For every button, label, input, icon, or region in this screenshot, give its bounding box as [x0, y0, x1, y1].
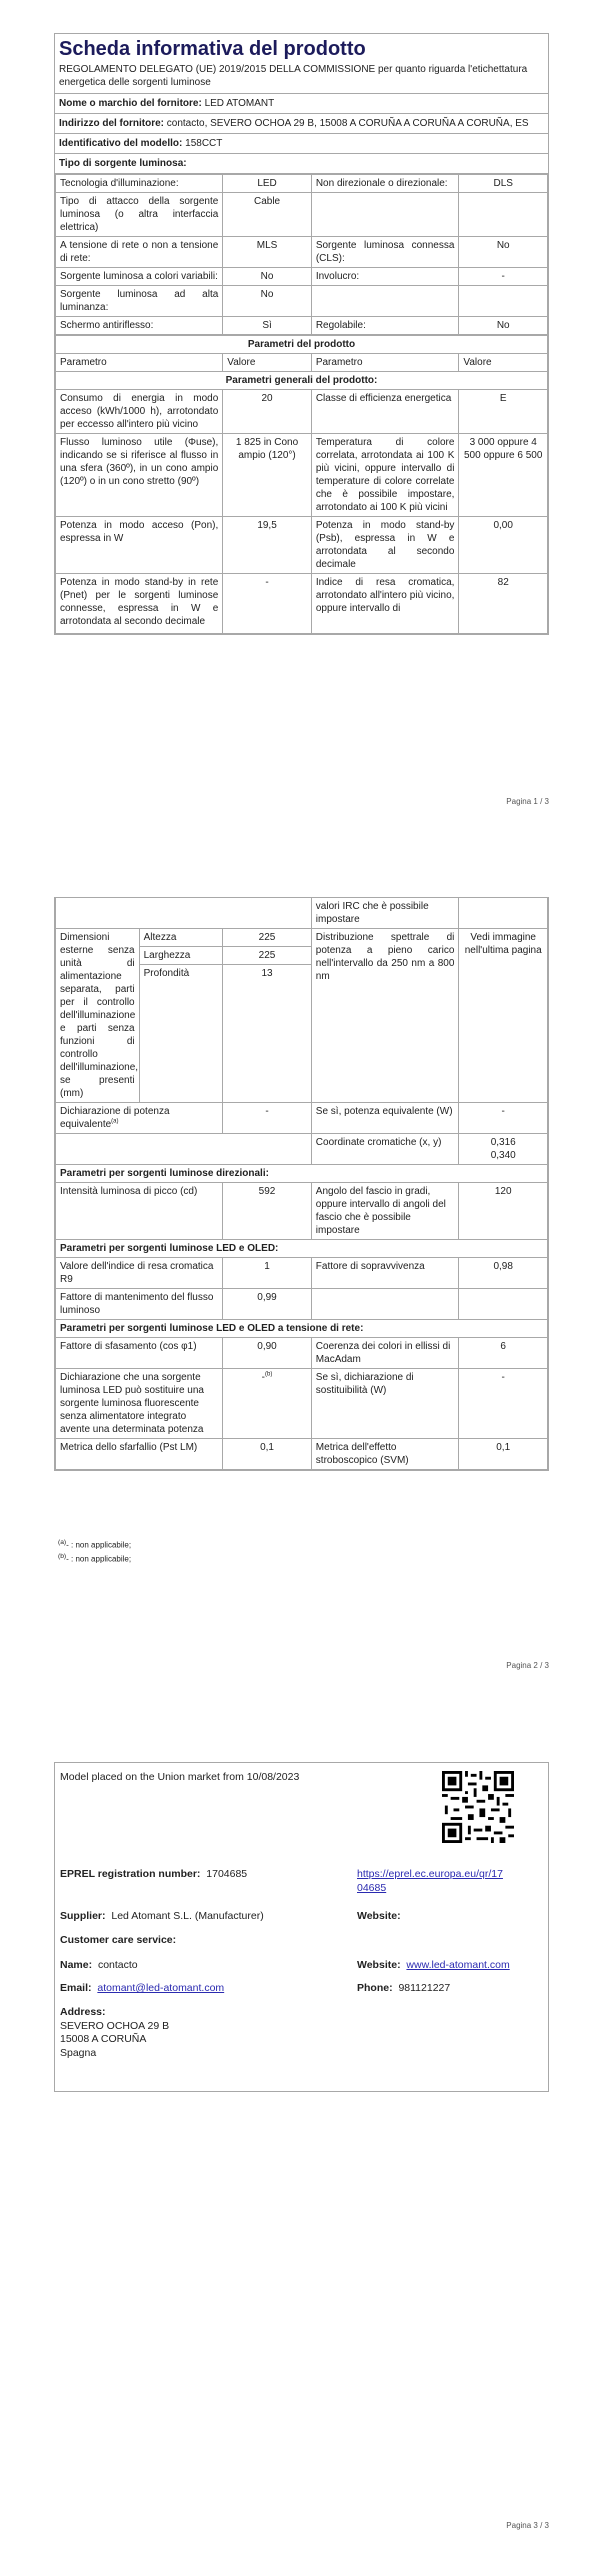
source-type-value: No [459, 317, 548, 335]
source-type-row [56, 317, 548, 335]
equiv-power-value: - [459, 1103, 548, 1134]
general-param-row [56, 390, 548, 434]
source-type-label: Regolabile: [311, 317, 459, 335]
source-type-label: Schermo antiriflesso: [56, 317, 223, 335]
source-type-value [459, 193, 548, 237]
chroma-x: 0,316 [490, 1137, 516, 1148]
general-param-label: Potenza in modo stand-by in rete (Pnet) per le sorgenti luminose connesse, espressa in W e arrotondata al secondo decimale [56, 574, 223, 634]
general-param-label: Classe di efficienza energetica [311, 390, 459, 434]
replacement-claim-label: Dichiarazione che una sorgente luminosa LED può sostituire una sorgente luminosa fluorescente senza alimentatore integrato avente una determinata potenza [56, 1369, 223, 1439]
spectral-label: Distribuzione spettrale di potenza a pieno carico nell'intervallo da 250 nm a 800 nm [311, 929, 459, 1103]
source-type-row [56, 286, 548, 317]
product-sheet-frame [54, 33, 549, 635]
footnotes [58, 1537, 131, 1565]
name-row [60, 1959, 138, 1973]
general-param-value: - [223, 574, 312, 634]
stroboscopic-label: Metrica dell'effetto stroboscopico (SVM) [311, 1439, 459, 1470]
page-title: Scheda informativa del prodotto [59, 38, 366, 60]
model-row [55, 134, 548, 154]
email-link[interactable]: atomant@led-atomant.com [97, 1982, 225, 1994]
col-header-param-2: Parametro [311, 354, 459, 372]
source-type-row [56, 175, 548, 193]
beam-angle-value: 120 [459, 1183, 548, 1240]
phone-value: 981121227 [398, 1982, 451, 1994]
blank-cell [459, 1289, 548, 1320]
spectral-value: Vedi immagine nell'ultima pagina [459, 929, 548, 1103]
led-title: Parametri per sorgenti luminose LED e OLED: [56, 1240, 548, 1258]
general-param-value: 3 000 oppure 4 500 oppure 6 500 [459, 434, 548, 517]
blank-cell [56, 1134, 312, 1165]
directional-title: Parametri per sorgenti luminose direzionali: [56, 1165, 548, 1183]
page-3 [0, 1706, 603, 2559]
source-type-label: Tecnologia d'illuminazione: [56, 175, 223, 193]
source-type-label: Involucro: [311, 268, 459, 286]
model-value: 158CCT [185, 138, 223, 149]
qr-code-icon[interactable] [442, 1771, 514, 1843]
r9-value: 1 [223, 1258, 312, 1289]
replacement-power-value: - [459, 1369, 548, 1439]
address-label: Indirizzo del fornitore: [59, 118, 164, 129]
blank-cell [459, 898, 548, 929]
stroboscopic-value: 0,1 [459, 1439, 548, 1470]
name-value: contacto [97, 1959, 138, 1971]
supplier-value: Led Atomant S.L. (Manufacturer) [111, 1910, 264, 1922]
equiv-power-label: Se sì, potenza equivalente (W) [311, 1103, 459, 1134]
col-header-value-2: Valore [459, 354, 548, 372]
footnote-a-mark: (a) [58, 1539, 67, 1546]
source-type-value: LED [223, 175, 312, 193]
source-type-label: Tipo di attacco della sorgente luminosa (o altra interfaccia elettrica) [56, 193, 223, 237]
address-line: Spagna [60, 2046, 97, 2059]
source-type-label: Sorgente luminosa a colori variabili: [56, 268, 223, 286]
email-row [60, 1982, 224, 1996]
cri-label-continued: valori IRC che è possibile impostare [311, 898, 459, 929]
general-param-value: 19,5 [223, 517, 312, 574]
general-param-label: Potenza in modo acceso (Pon), espressa in W [56, 517, 223, 574]
col-header-value-1: Valore [223, 354, 312, 372]
general-param-label: Potenza in modo stand-by (Psb), espressa in W e arrotondata al secondo decimale [311, 517, 459, 574]
flicker-value: 0,1 [223, 1439, 312, 1470]
source-type-value: MLS [223, 237, 312, 268]
survival-label: Fattore di sopravvivenza [311, 1258, 459, 1289]
address-row [55, 114, 548, 134]
dim-name: Altezza [139, 929, 223, 947]
source-type-label: Sorgente luminosa connessa (CLS): [311, 237, 459, 268]
website-link[interactable]: www.led-atomant.com [406, 1959, 510, 1971]
source-type-value: No [459, 237, 548, 268]
dim-name: Larghezza [139, 947, 223, 965]
flicker-label: Metrica dello sfarfallio (Pst LM) [56, 1439, 223, 1470]
address-block [60, 2006, 169, 2061]
equiv-value: - [223, 1103, 312, 1134]
address-value: contacto, SEVERO OCHOA 29 B, 15008 A CORUÑA A CORUÑA A CORUÑA, ES [166, 118, 529, 129]
general-param-label: Flusso luminoso utile (Φuse), indicando se si riferisce al flusso in una sfera (360º), in un cono ampio (120º) o in un cono stretto (90º) [56, 434, 223, 517]
product-params-table [55, 335, 548, 634]
general-params-title: Parametri generali del prodotto: [56, 372, 548, 390]
source-type-value: Sì [223, 317, 312, 335]
general-param-row [56, 517, 548, 574]
model-label: Identificativo del modello: [59, 138, 183, 149]
supplier-value: LED ATOMANT [204, 98, 275, 109]
blank-cell [56, 898, 312, 929]
chroma-label: Coordinate cromatiche (x, y) [311, 1134, 459, 1165]
replacement-power-label: Se sì, dichiarazione di sostituibilità (W) [311, 1369, 459, 1439]
supplier-row [55, 94, 548, 114]
footnote-b-mark: (b) [58, 1553, 67, 1561]
lumen-maintenance-label: Fattore di mantenimento del flusso luminoso [56, 1289, 223, 1320]
general-param-value: 0,00 [459, 517, 548, 574]
peak-intensity-value: 592 [223, 1183, 312, 1240]
source-type-label: A tensione di rete o non a tensione di rete: [56, 237, 223, 268]
source-type-row [56, 237, 548, 268]
website2-label: Website: [357, 1959, 401, 1971]
general-param-row [56, 574, 548, 634]
product-sheet-frame-continued [54, 897, 549, 1471]
page-number: Pagina 1 / 3 [506, 797, 549, 806]
mains-title: Parametri per sorgenti luminose LED e OLED a tensione di rete: [56, 1320, 548, 1338]
footnote-b: $^{(b)}$- : non applicabile; [58, 1553, 132, 1564]
equiv-label: Dichiarazione di potenza equivalente [60, 1106, 170, 1130]
supplier-label: Supplier: [60, 1910, 106, 1922]
email-label: Email: [60, 1982, 92, 1994]
supplier-row [60, 1910, 264, 1924]
r9-label: Valore dell'indice di resa cromatica R9 [56, 1258, 223, 1289]
address-label: Address: [60, 2006, 106, 2018]
general-param-value: E [459, 390, 548, 434]
dim-value: 225 [223, 947, 312, 965]
footnote-a: $^{(a)}$- : non applicabile; [58, 1539, 132, 1550]
source-type-value: No [223, 268, 312, 286]
source-type-label [311, 193, 459, 237]
source-type-value [459, 286, 548, 317]
general-param-label: Consumo di energia in modo acceso (kWh/1000 h), arrotondato per eccesso all'intero più vicino [56, 390, 223, 434]
footnote-a-ref: (a) [111, 1118, 119, 1125]
eprel-label: EPREL registration number: [60, 1868, 201, 1880]
replacement-claim-value: - [261, 1372, 266, 1383]
eprel-row [60, 1868, 247, 1882]
replacement-claim-value-cell [223, 1369, 312, 1439]
source-type-label: Non direzionale o direzionale: [311, 175, 459, 193]
page-2 [0, 853, 603, 1706]
displacement-factor-value: 0,90 [223, 1338, 312, 1369]
source-type-value: - [459, 268, 548, 286]
general-param-label: Temperatura di colore correlata, arrotondata ai 100 K più vicini, oppure intervallo di temperature di colore correlate che è possibile impostare, arrotondato ai 100 K più vicini [311, 434, 459, 517]
phone-label: Phone: [357, 1982, 393, 1994]
general-param-value: 82 [459, 574, 548, 634]
phone-row [357, 1982, 450, 1996]
col-header-param-1: Parametro [56, 354, 223, 372]
source-type-value: No [223, 286, 312, 317]
general-param-value: 20 [223, 390, 312, 434]
source-type-heading: Tipo di sorgente luminosa: [55, 154, 548, 174]
source-type-label [311, 286, 459, 317]
regulation-intro: REGOLAMENTO DELEGATO (UE) 2019/2015 DELLA COMMISSIONE per quanto riguarda l'etichettatura energetica delle sorgenti luminose [55, 62, 548, 94]
address-line: 15008 A CORUÑA [60, 2033, 147, 2046]
placed-on-market: Model placed on the Union market from 10/08/2023 [60, 1771, 300, 1783]
chroma-value [459, 1134, 548, 1165]
survival-value: 0,98 [459, 1258, 548, 1289]
product-params-table-continued [55, 898, 548, 1470]
eprel-value: 1704685 [206, 1868, 248, 1880]
website-label: Website: [357, 1910, 401, 1922]
name-label: Name: [60, 1959, 93, 1971]
macadam-value: 6 [459, 1338, 548, 1369]
footnote-b-ref: (b) [265, 1371, 273, 1378]
chroma-y: 0,340 [490, 1150, 516, 1161]
beam-angle-label: Angolo del fascio in gradi, oppure intervallo di angoli del fascio che è possibile impostare [311, 1183, 459, 1240]
page-1 [0, 0, 603, 853]
displacement-factor-label: Fattore di sfasamento (cos φ1) [56, 1338, 223, 1369]
address-line: SEVERO OCHOA 29 B [60, 2019, 170, 2032]
supplier-label: Nome o marchio del fornitore: [59, 98, 202, 109]
peak-intensity-label: Intensità luminosa di picco (cd) [56, 1183, 223, 1240]
source-type-label: Sorgente luminosa ad alta luminanza: [56, 286, 223, 317]
source-type-value: DLS [459, 175, 548, 193]
equiv-label-cell [56, 1103, 223, 1134]
source-type-value: Cable [223, 193, 312, 237]
source-type-row [56, 193, 548, 237]
page-number: Pagina 3 / 3 [506, 2521, 549, 2530]
eprel-info-frame [54, 1762, 549, 2092]
general-param-value: 1 825 in Cono ampio (120°) [223, 434, 312, 517]
eprel-link[interactable]: https://eprel.ec.europa.eu/qr/17 04685 [357, 1868, 503, 1894]
source-type-table [55, 174, 548, 335]
blank-cell [311, 1289, 459, 1320]
dimensions-label: Dimensioni esterne senza unità di alimentazione separata, parti per il controllo dell'illuminazione e parti senza funzioni di controllo dell'illuminazione, se presenti (mm) [56, 929, 140, 1103]
params-title: Parametri del prodotto [56, 336, 548, 354]
general-param-row [56, 434, 548, 517]
dim-value: 225 [223, 929, 312, 947]
website2-row [357, 1959, 510, 1973]
dim-name: Profondità [139, 965, 223, 1103]
source-type-row [56, 268, 548, 286]
dim-value: 13 [223, 965, 312, 1103]
page-number: Pagina 2 / 3 [506, 1661, 549, 1670]
general-param-label: Indice di resa cromatica, arrotondato all'intero più vicino, oppure intervallo di [311, 574, 459, 634]
lumen-maintenance-value: 0,99 [223, 1289, 312, 1320]
macadam-label: Coerenza dei colori in ellissi di MacAdam [311, 1338, 459, 1369]
customer-care-label: Customer care service: [60, 1934, 177, 1946]
